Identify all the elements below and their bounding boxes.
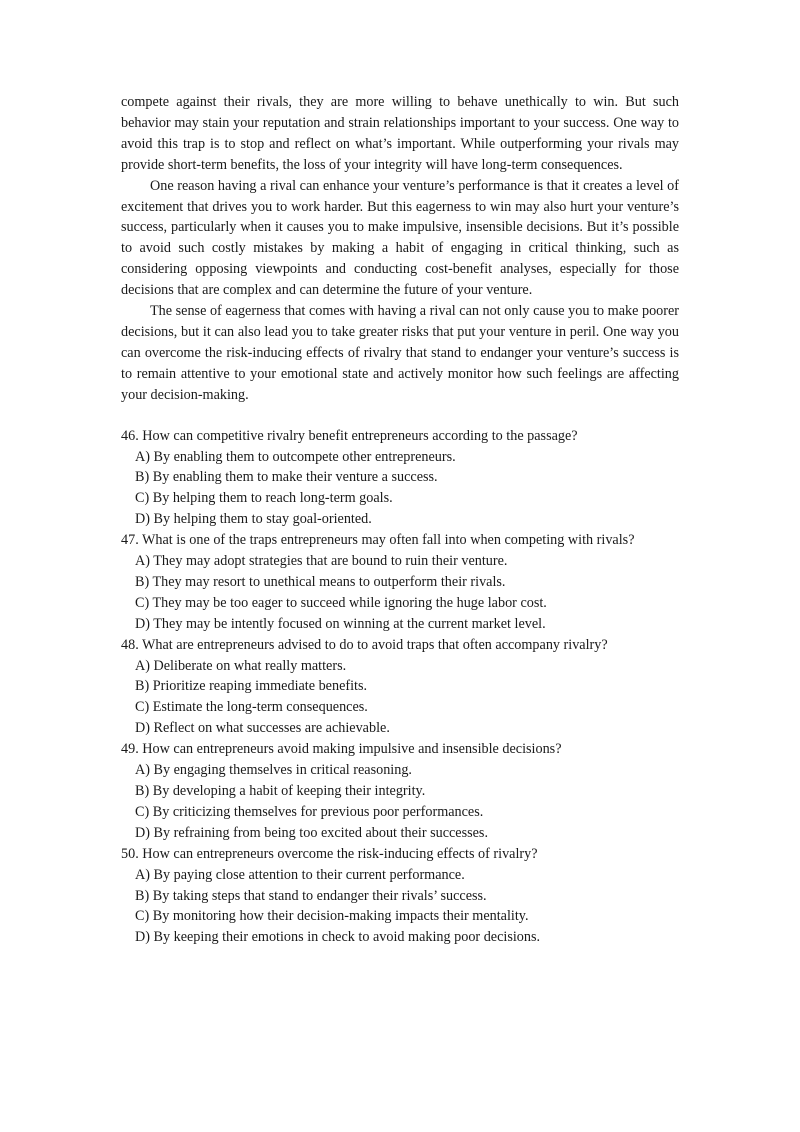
question-list <box>121 426 679 949</box>
answer-options <box>121 760 679 844</box>
passage-paragraph: The sense of eagerness that comes with having a rival can not only cause you to make poorer decisions, but it can also lead you to take greater risks that put your venture in peril. One way you can overcome the risk-inducing effects of rivalry that stand to endanger your venture’s success is to remain attentive to your emotional state and actively monitor how such feelings are affecting your decision-making. <box>121 303 679 403</box>
answer-option-c: C) They may be too eager to succeed while ignoring the huge labor cost. <box>135 594 547 611</box>
answer-option-b: B) Prioritize reaping immediate benefits. <box>135 678 368 695</box>
answer-options <box>121 865 679 949</box>
answer-option-d: D) Reflect on what successes are achievable. <box>135 720 390 737</box>
question-stem: 48. What are entrepreneurs advised to do to avoid traps that often accompany rivalry? <box>121 636 608 653</box>
question-48 <box>121 635 679 740</box>
answer-option-c: C) By helping them to reach long-term goals. <box>135 490 393 507</box>
question-stem: 46. How can competitive rivalry benefit entrepreneurs according to the passage? <box>121 427 578 444</box>
answer-options <box>121 656 679 740</box>
answer-option-d: D) They may be intently focused on winning at the current market level. <box>135 615 546 632</box>
answer-option-a: A) They may adopt strategies that are bound to ruin their venture. <box>135 553 508 570</box>
document-page <box>121 92 679 948</box>
question-stem: 47. What is one of the traps entrepreneurs may often fall into when competing with rivals? <box>121 532 635 549</box>
question-46 <box>121 426 679 531</box>
answer-option-d: D) By keeping their emotions in check to avoid making poor decisions. <box>135 929 541 946</box>
answer-option-b: B) By enabling them to make their venture a success. <box>135 469 438 486</box>
answer-option-a: A) By enabling them to outcompete other entrepreneurs. <box>135 448 456 465</box>
answer-option-b: B) By developing a habit of keeping their integrity. <box>135 783 426 799</box>
passage-paragraph: One reason having a rival can enhance your venture’s performance is that it creates a level of excitement that drives you to work harder. But this eagerness to win may also hurt your venture’s success, particularly when it causes you to make impulsive, insensible decisions. But it’s possible to avoid such costly mistakes by making a habit of engaging in critical thinking, such as considering opposing viewpoints and conducting cost-benefit analyses, especially for those decisions that are complex and can determine the future of your venture. <box>121 177 679 299</box>
answer-option-d: D) By refraining from being too excited about their successes. <box>135 824 489 841</box>
question-47 <box>121 530 679 635</box>
answer-option-c: C) By criticizing themselves for previous poor performances. <box>135 803 484 820</box>
question-49 <box>121 739 679 844</box>
answer-option-b: B) By taking steps that stand to endanger their rivals’ success. <box>135 887 487 904</box>
answer-option-c: C) By monitoring how their decision-making impacts their mentality. <box>135 908 529 925</box>
question-stem: 50. How can entrepreneurs overcome the risk-inducing effects of rivalry? <box>121 845 538 862</box>
answer-option-c: C) Estimate the long-term consequences. <box>135 699 368 716</box>
reading-passage <box>121 92 679 406</box>
question-50 <box>121 844 679 949</box>
passage-paragraph: compete against their rivals, they are more willing to behave unethically to win. But such behavior may stain your reputation and strain relationships important to your success. One way to avoid this trap is to stop and reflect on what’s important. While outperforming your rivals may provide short-term benefits, the loss of your integrity will have long-term consequences. <box>121 94 679 173</box>
question-stem: 49. How can entrepreneurs avoid making impulsive and insensible decisions? <box>121 741 562 758</box>
answer-option-a: A) By paying close attention to their current performance. <box>135 866 465 883</box>
answer-options <box>121 447 679 531</box>
answer-options <box>121 551 679 635</box>
answer-option-d: D) By helping them to stay goal-oriented. <box>135 511 372 528</box>
answer-option-a: A) Deliberate on what really matters. <box>135 657 347 674</box>
answer-option-a: A) By engaging themselves in critical reasoning. <box>135 762 412 779</box>
answer-option-b: B) They may resort to unethical means to outperform their rivals. <box>135 573 506 590</box>
